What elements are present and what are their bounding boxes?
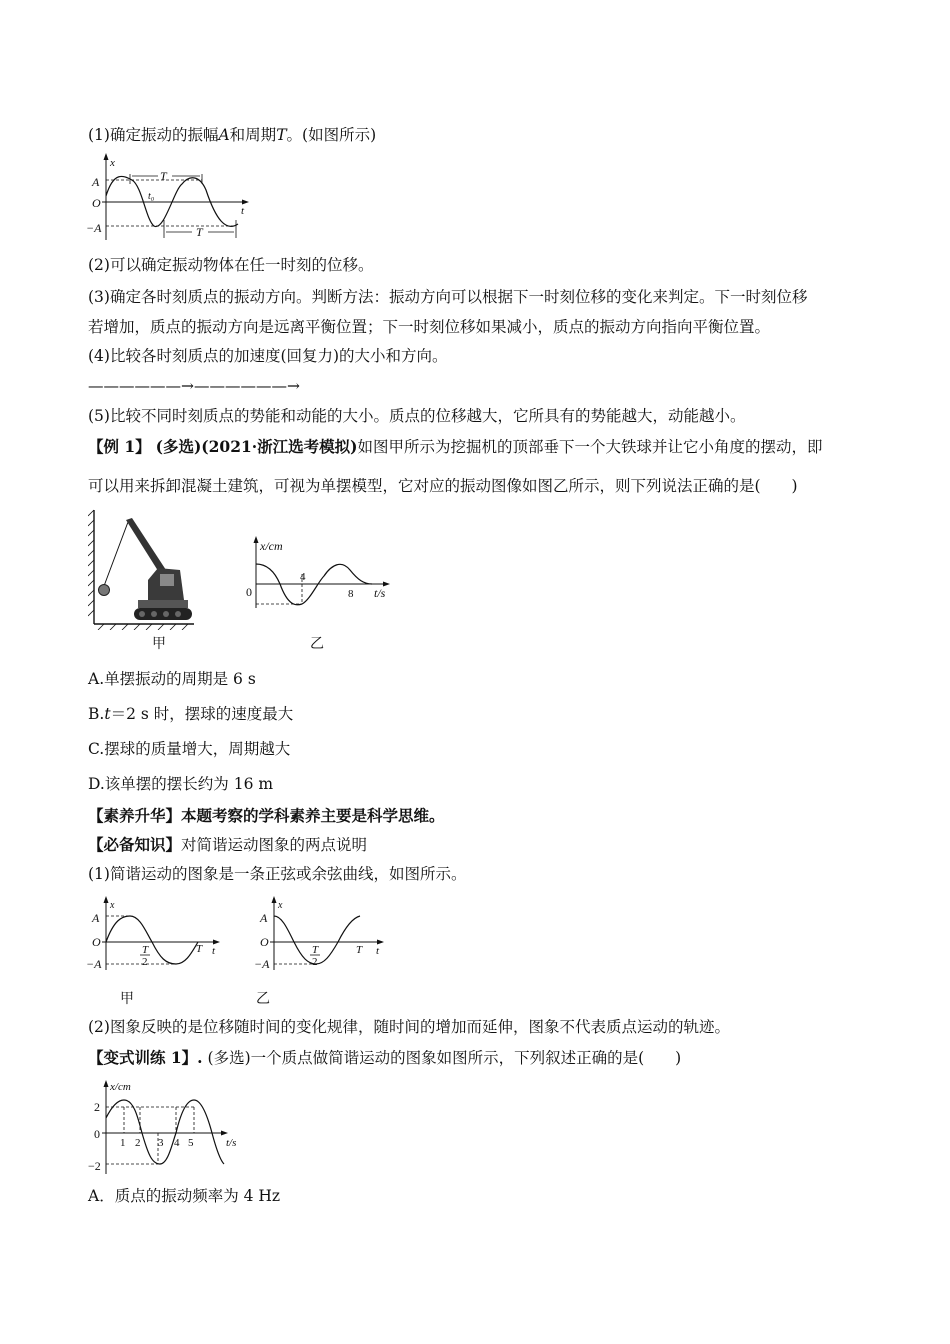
figure-3-sine-graph xyxy=(84,894,234,974)
excavator-pendulum-illustration xyxy=(88,508,198,630)
fig2-zero: 0 xyxy=(246,585,252,599)
suyang-tag: 【素养升华】 xyxy=(88,806,182,825)
option-c: C.摆球的质量增大，周期越大 xyxy=(88,740,291,758)
fig4-tick-5: 5 xyxy=(188,1137,194,1149)
fig1-t0-label: t₀ xyxy=(148,191,155,202)
para-1-end: 。(如图所示) xyxy=(286,126,377,144)
fig4-y-2: 2 xyxy=(94,1100,100,1114)
fig1-t-label: t xyxy=(241,205,245,217)
fig1-x-label: x xyxy=(110,157,115,169)
option-b xyxy=(88,704,293,724)
knowledge-2: (2)图象反映的是位移随时间的变化规律，随时间的增加而延伸，图象不代表质点运动的轨迹。 xyxy=(88,1018,730,1036)
variant-1-option-a: A．质点的振动频率为 4 Hz xyxy=(88,1187,281,1205)
example-1-source: (多选)(2021·浙江选考模拟) xyxy=(155,437,358,456)
bibei-tag: 【必备知识】 xyxy=(88,835,182,854)
fig3b-A-label: A xyxy=(260,911,268,925)
fig3a-O-label: O xyxy=(92,935,101,949)
fig4-y-neg2: −2 xyxy=(88,1159,101,1173)
knowledge-1: (1)简谐运动的图象是一条正弦或余弦曲线，如图所示。 xyxy=(88,865,467,883)
figure-4-displacement-graph xyxy=(84,1078,254,1178)
option-d: D.该单摆的摆长约为 16 m xyxy=(88,775,274,793)
figure-3-cosine-graph xyxy=(252,894,402,974)
fig4-tick-1: 1 xyxy=(120,1137,126,1149)
option-a: A.单摆振动的周期是 6 s xyxy=(88,670,256,688)
para-3-line-2: 若增加，质点的振动方向是远离平衡位置；下一时刻位移如果减小，质点的振动方向指向平衡位置。 xyxy=(88,318,771,336)
para-4: (4)比较各时刻质点的加速度(回复力)的大小和方向。 xyxy=(88,347,448,365)
fig1-A-label: A xyxy=(92,175,100,189)
fig3a-x-label: x xyxy=(110,900,115,911)
fig3a-negA-label: −A xyxy=(86,957,102,971)
fig4-xlabel: t/s xyxy=(226,1137,237,1149)
example-1-text-a: 如图甲所示为挖掘机的顶部垂下一个大铁球并让它小角度的摆动，即 xyxy=(357,438,823,456)
fig3a-A-label: A xyxy=(92,911,100,925)
fig3a-half-T: T xyxy=(142,944,149,956)
fig1-negA-label: −A xyxy=(86,221,102,235)
fig1-O-label: O xyxy=(92,196,101,210)
fig1-T-top: T xyxy=(160,169,167,183)
fig2-xlabel: t/s xyxy=(374,586,386,600)
fig4-tick-2: 2 xyxy=(135,1137,141,1149)
figure-2-pendulum-graph xyxy=(240,534,400,610)
caption-yi-2: 乙 xyxy=(256,991,270,1007)
fig3a-t-label: t xyxy=(212,945,216,957)
fig4-tick-4: 4 xyxy=(174,1137,180,1149)
fig3b-x-label: x xyxy=(278,900,283,911)
fig1-T-bottom: T xyxy=(196,225,203,239)
fig4-ylabel: x/cm xyxy=(110,1081,131,1093)
arrow-chain: ——————→——————→ xyxy=(88,377,300,395)
caption-jia-2: 甲 xyxy=(120,991,134,1007)
option-b-prefix: B. xyxy=(88,705,105,723)
fig2-tick-4: 4 xyxy=(300,571,306,583)
fig4-tick-3: 3 xyxy=(158,1137,164,1149)
figure-1-sine-graph xyxy=(84,150,254,245)
example-1-line-1 xyxy=(88,437,823,457)
bibei-line xyxy=(88,835,367,855)
para-5: (5)比较不同时刻质点的势能和动能的大小。质点的位移越大，它所具有的势能越大，动能越小。 xyxy=(88,407,746,425)
period-symbol: T xyxy=(276,126,287,144)
para-1 xyxy=(88,125,376,145)
para-2: (2)可以确定振动物体在任一时刻的位移。 xyxy=(88,256,374,274)
fig3b-negA-label: −A xyxy=(254,957,270,971)
fig3a-T-label: T xyxy=(196,943,203,955)
fig4-y-0: 0 xyxy=(94,1127,100,1141)
bibei-text: 对简谐运动图象的两点说明 xyxy=(181,836,368,854)
para-3-line-1: (3)确定各时刻质点的振动方向。判断方法：振动方向可以根据下一时刻位移的变化来判定。下一时刻位移 xyxy=(88,288,808,306)
fig2-ylabel: x/cm xyxy=(260,539,283,553)
fig3b-half-T: T xyxy=(312,944,319,956)
variant-1-text: (多选)一个质点做简谐运动的图象如图所示，下列叙述正确的是( ) xyxy=(207,1049,682,1067)
option-b-text: ＝2 s 时，摆球的速度最大 xyxy=(110,705,294,723)
variant-1-line xyxy=(88,1048,681,1068)
para-1-text: (1)确定振动的振幅 xyxy=(88,126,219,144)
caption-jia-1: 甲 xyxy=(152,636,166,652)
fig3b-O-label: O xyxy=(260,935,269,949)
fig3b-half-2: 2 xyxy=(312,956,318,968)
amplitude-symbol: A xyxy=(218,126,230,144)
example-1-line-2: 可以用来拆卸混凝土建筑，可视为单摆模型，它对应的振动图像如图乙所示，则下列说法正确的是( ) xyxy=(88,477,798,495)
para-1-mid: 和周期 xyxy=(229,126,277,144)
fig3b-t-label: t xyxy=(376,945,380,957)
fig3a-half-2: 2 xyxy=(142,956,148,968)
suyang-line xyxy=(88,806,445,826)
variant-1-tag: 【变式训练 1】. xyxy=(88,1048,203,1067)
option-b-t: t xyxy=(104,705,111,723)
fig3b-T-label: T xyxy=(356,944,363,956)
fig2-tick-8: 8 xyxy=(348,588,354,600)
example-1-tag: 【例 1】 xyxy=(88,437,151,456)
caption-yi-1: 乙 xyxy=(310,636,324,652)
suyang-text: 本题考察的学科素养主要是科学思维。 xyxy=(181,806,445,825)
